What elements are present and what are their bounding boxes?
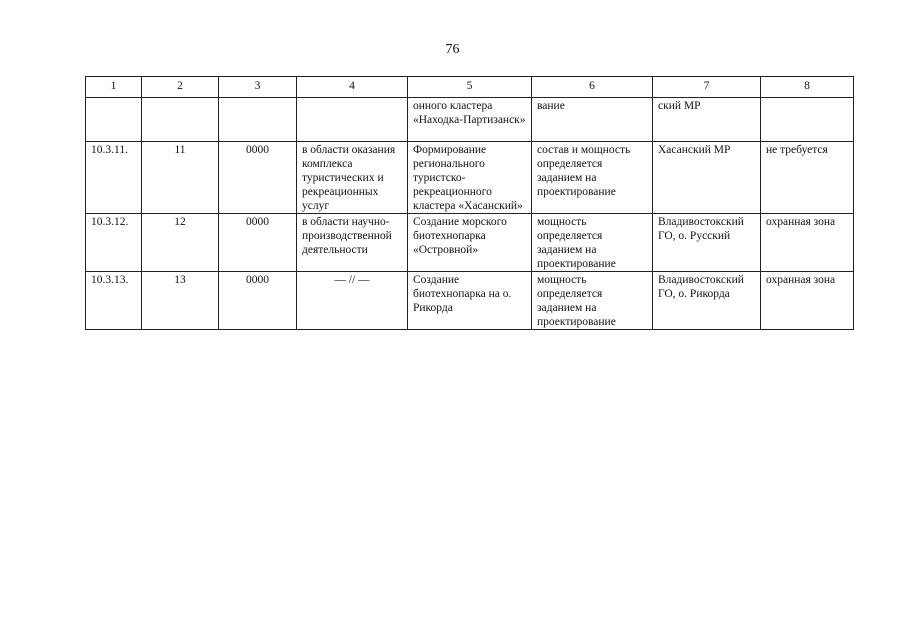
page-number: 76 xyxy=(445,42,460,57)
index-cell: 11 xyxy=(142,142,219,214)
table-header-row xyxy=(86,77,854,98)
location-cell: Владивостокский ГО, о. Рикорда xyxy=(653,272,761,330)
object-name-cell: Формирование регионального туристско-рекреационного кластера «Хасанский» xyxy=(408,142,532,214)
row-number-cell: 10.3.13. xyxy=(86,272,142,330)
zone-cell: охранная зона xyxy=(761,214,854,272)
zone-cell xyxy=(761,98,854,142)
location-cell: Владивостокский ГО, о. Русский xyxy=(653,214,761,272)
table-row xyxy=(86,98,854,142)
column-header: 4 xyxy=(297,77,408,98)
column-header: 5 xyxy=(408,77,532,98)
location-cell: Хасанский МР xyxy=(653,142,761,214)
row-number-cell: 10.3.12. xyxy=(86,214,142,272)
column-header: 3 xyxy=(219,77,297,98)
code-cell: 0000 xyxy=(219,142,297,214)
index-cell: 13 xyxy=(142,272,219,330)
row-number-cell: 10.3.11. xyxy=(86,142,142,214)
zone-cell: не требуется xyxy=(761,142,854,214)
code-cell xyxy=(219,98,297,142)
characteristics-cell: мощность определяется заданием на проектирование xyxy=(532,272,653,330)
object-name-cell: Создание биотехнопарка на о. Рикорда xyxy=(408,272,532,330)
table-row xyxy=(86,142,854,214)
zone-cell: охранная зона xyxy=(761,272,854,330)
activity-area-cell: в области научно-производственной деятельности xyxy=(297,214,408,272)
column-header: 1 xyxy=(86,77,142,98)
document-table xyxy=(85,76,854,330)
ditto-mark-cell: — // — xyxy=(297,272,408,330)
characteristics-cell: мощность определяется заданием на проектирование xyxy=(532,214,653,272)
row-number-cell xyxy=(86,98,142,142)
code-cell: 0000 xyxy=(219,214,297,272)
code-cell: 0000 xyxy=(219,272,297,330)
activity-area-cell xyxy=(297,98,408,142)
table-row xyxy=(86,272,854,330)
object-name-cell: онного кластера «Находка-Партизанск» xyxy=(408,98,532,142)
column-header: 8 xyxy=(761,77,854,98)
activity-area-cell: в области оказания комплекса туристических и рекреационных услуг xyxy=(297,142,408,214)
table-row xyxy=(86,214,854,272)
location-cell: ский МР xyxy=(653,98,761,142)
characteristics-cell: состав и мощность определяется заданием на проектирование xyxy=(532,142,653,214)
index-cell xyxy=(142,98,219,142)
column-header: 6 xyxy=(532,77,653,98)
column-header: 7 xyxy=(653,77,761,98)
index-cell: 12 xyxy=(142,214,219,272)
column-header: 2 xyxy=(142,77,219,98)
object-name-cell: Создание морского биотехнопарка «Островной» xyxy=(408,214,532,272)
characteristics-cell: вание xyxy=(532,98,653,142)
